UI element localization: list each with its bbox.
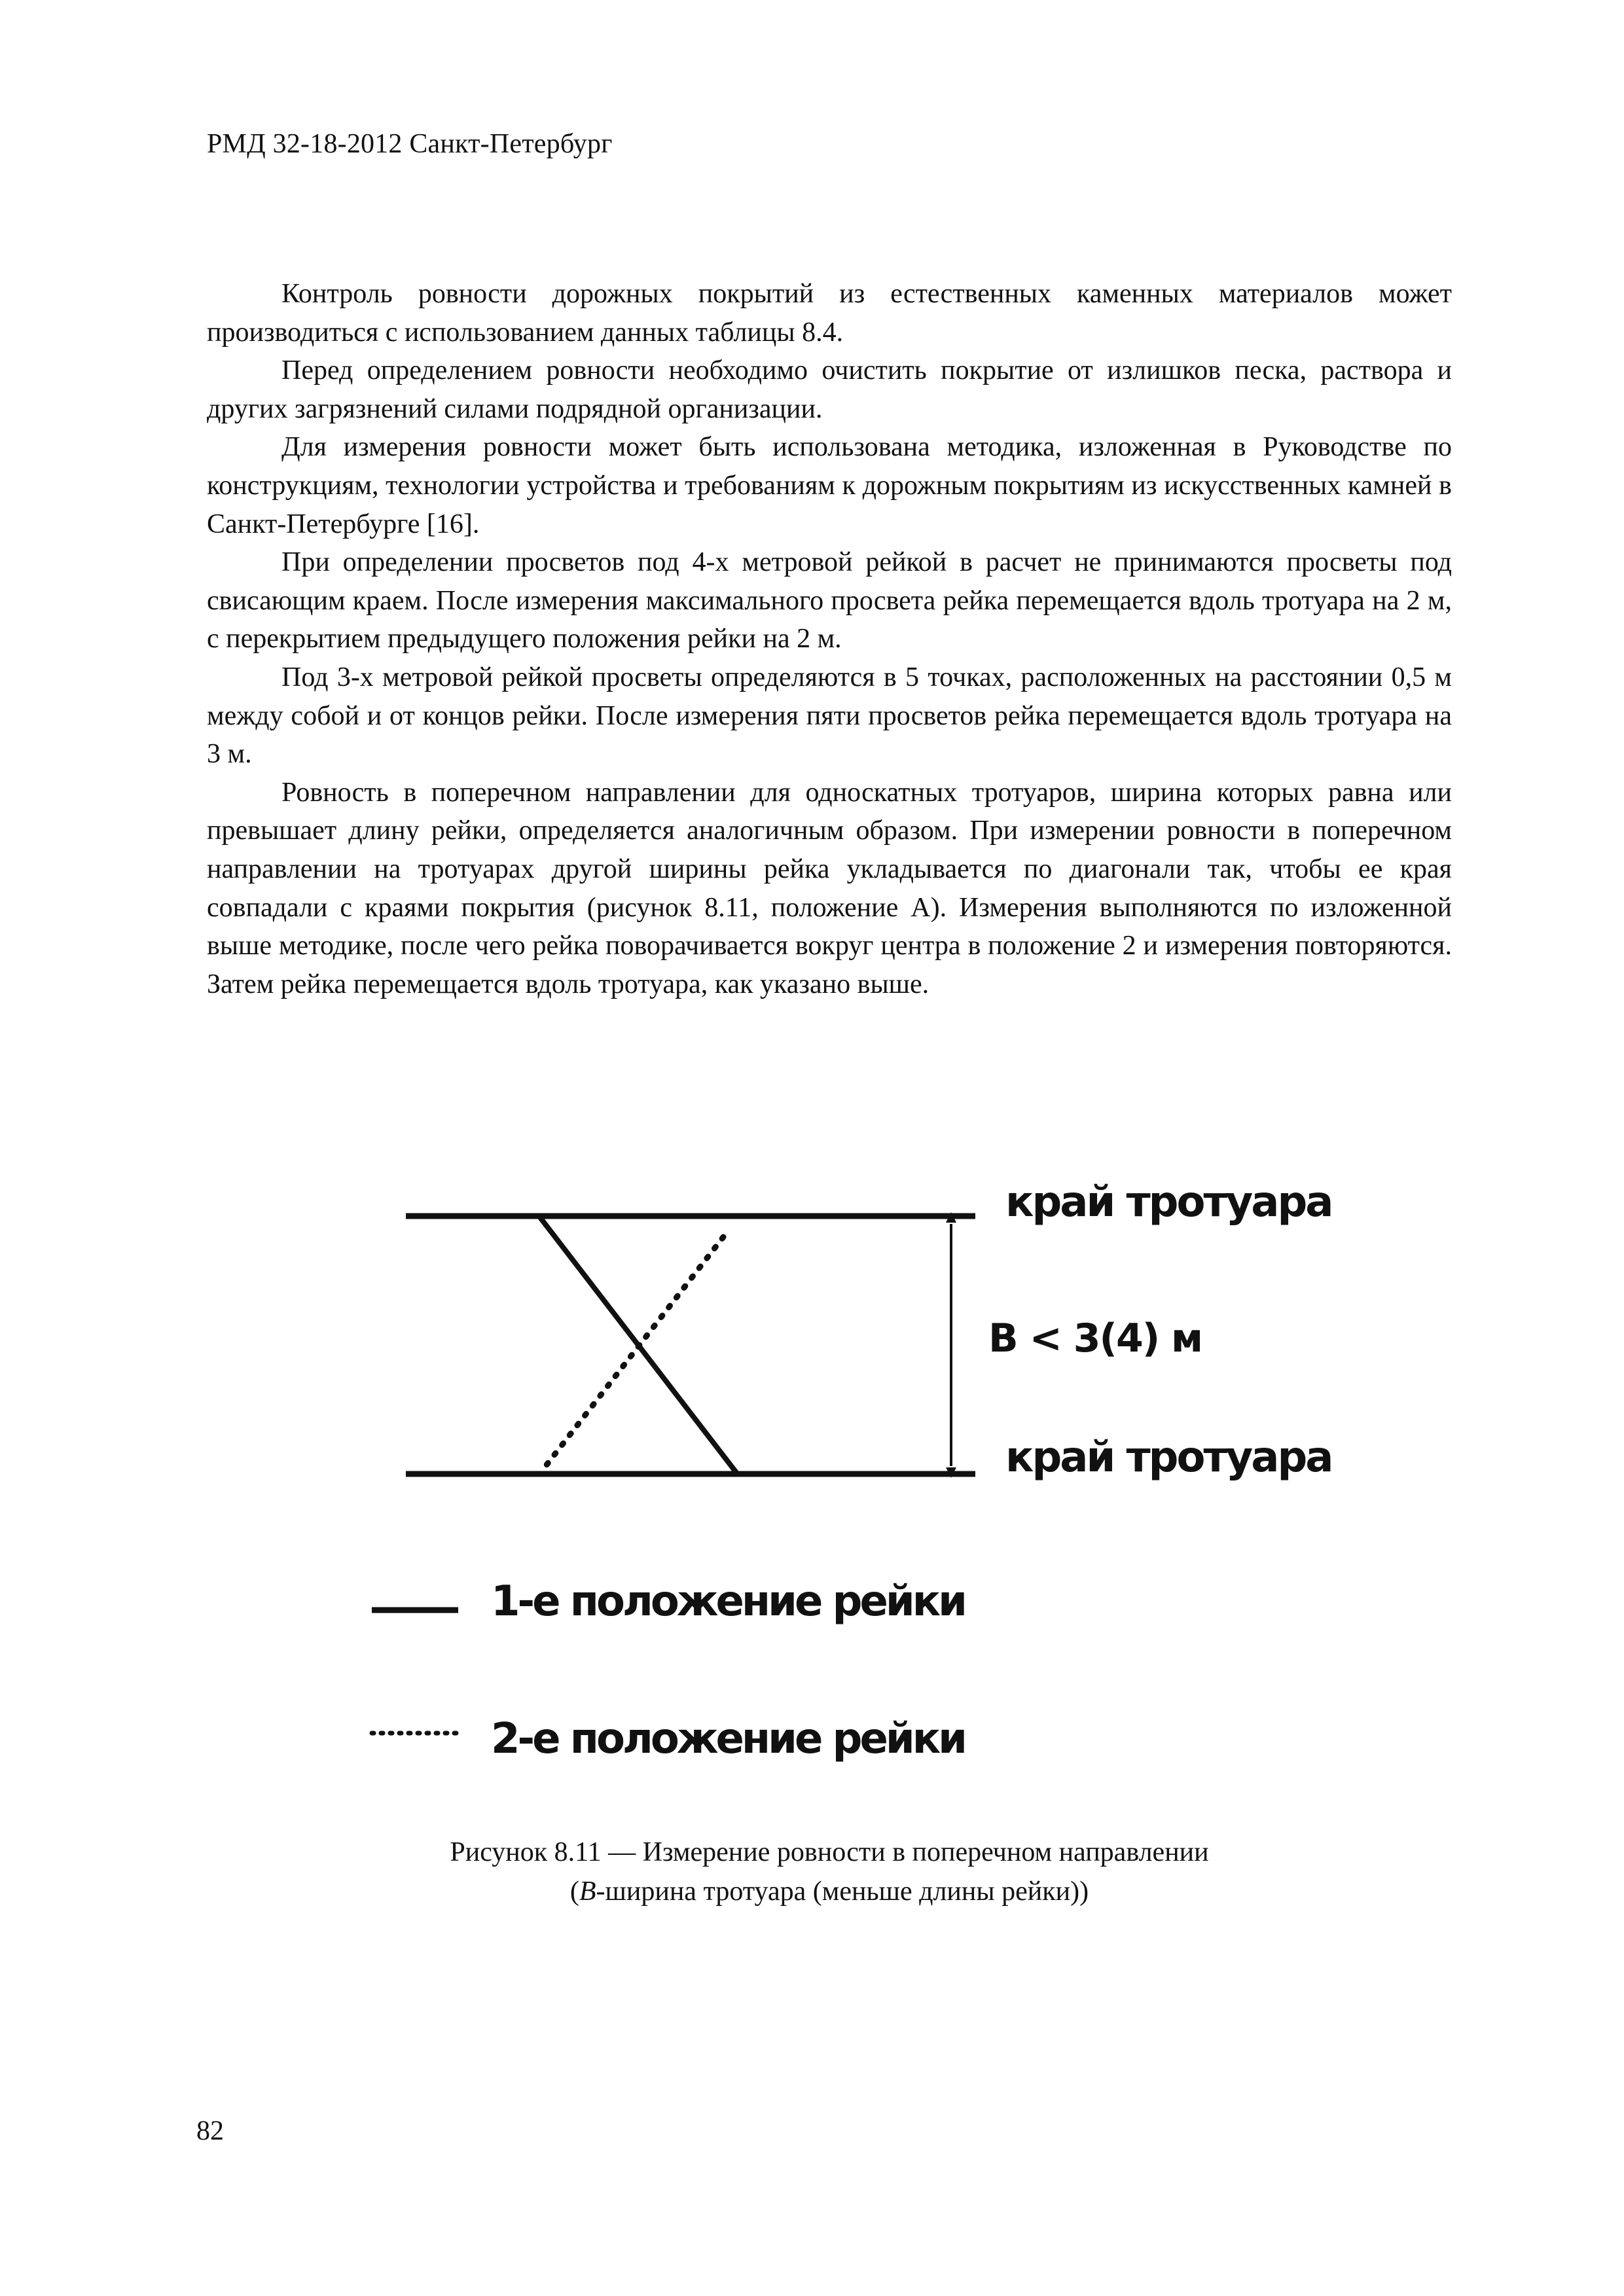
paragraph-1: Контроль ровности дорожных покрытий из естественных каменных материалов может производиться с использованием данных таблицы 8.4. — [207, 279, 1452, 348]
paragraph-4: При определении просветов под 4-х метровой рейкой в расчет не принимаются просветы под свисающим краем. После измерения максимального просвета рейка перемещается вдоль тротуара на 2 м, с перекрытием предыдущего положения рейки на 2 м. — [207, 547, 1452, 655]
paragraph-3: Для измерения ровности может быть использована методика, изложенная в Руководстве по конструкциям, технологии устройства и требованиям к дорожным покрытиям из искусственных камней в Санкт-Петербурге [16]. — [207, 432, 1452, 539]
caption-line-1: Рисунок 8.11 — Измерение ровности в поперечном направлении — [450, 1837, 1209, 1867]
label-bottom-edge: край тротуара — [1005, 1433, 1332, 1482]
caption-line-2-rest: -ширина тротуара (меньше длины рейки)) — [596, 1876, 1089, 1907]
page-number: 82 — [196, 2116, 224, 2146]
figure-8-11 — [360, 1152, 1332, 1806]
legend-dotted-label: 2-е положение рейки — [491, 1715, 965, 1763]
paragraph-6: Ровность в поперечном направлении для односкатных тротуаров, ширина которых равна или превышает длину рейки, определяется аналогичным образом. При измерении ровности в поперечном направлении на тротуарах другой ширины рейка укладывается по диагонали так, чтобы ее края совпадали с краями покрытия (рисунок 8.11, положение А). Измерения выполняются по изложенной выше методике, после чего рейка поворачивается вокруг центра в положение 2 и измерения повторяются. Затем рейка перемещается вдоль тротуара, как указано выше. — [207, 777, 1452, 999]
caption-italic-b: B — [579, 1876, 596, 1907]
label-top-edge: край тротуара — [1005, 1178, 1332, 1227]
paragraph-5: Под 3-х метровой рейкой просветы определяются в 5 точках, расположенных на расстоянии 0,5 м между собой и от концов рейки. После измерения пяти просветов рейка перемещается вдоль тротуара на 3 м. — [207, 662, 1452, 770]
body-text — [207, 275, 1452, 1003]
legend-solid-label: 1-е положение рейки — [491, 1577, 965, 1626]
paragraph-2: Перед определением ровности необходимо очистить покрытие от излишков песка, раствора и других загрязнений силами подрядной организации. — [207, 355, 1452, 424]
label-width: B < 3(4) м — [988, 1316, 1202, 1361]
caption-line-2 — [207, 1872, 1452, 1911]
caption-open-paren: ( — [569, 1876, 579, 1907]
running-header: РМД 32-18-2012 Санкт-Петербург — [207, 129, 613, 159]
figure-caption — [207, 1833, 1452, 1911]
rail-position-2 — [545, 1237, 723, 1467]
